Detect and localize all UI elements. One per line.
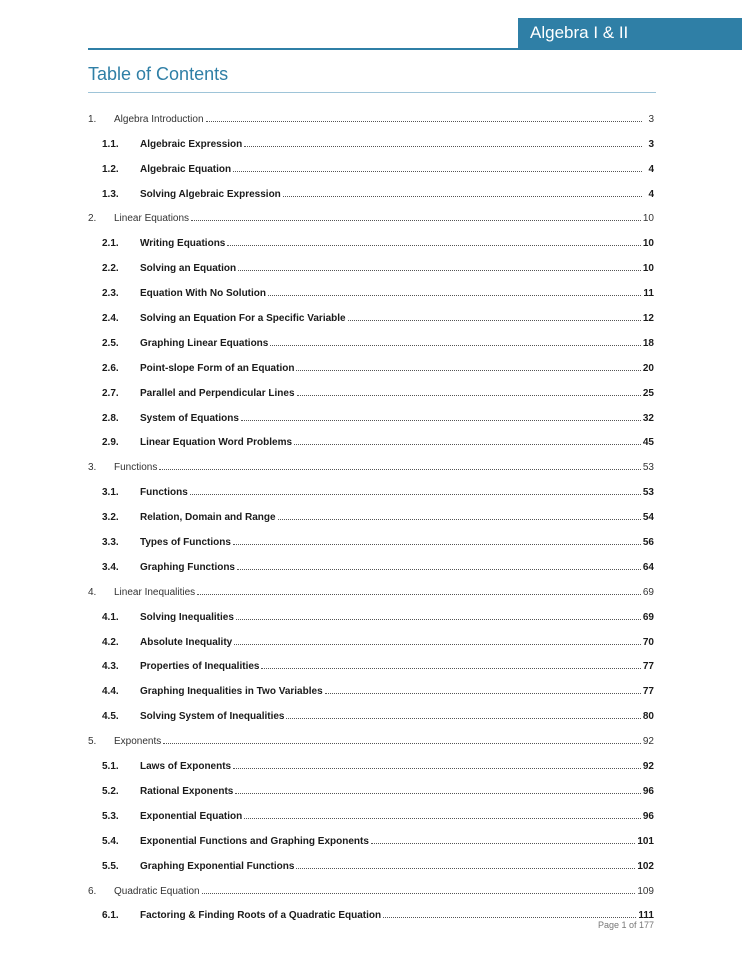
toc-entry-number: 2.1. — [102, 238, 119, 250]
toc-dot-leader — [191, 220, 641, 221]
toc-entry-page: 102 — [637, 860, 654, 872]
toc-entry-number: 2. — [88, 213, 97, 225]
toc-entry-page: 11 — [643, 288, 654, 300]
toc-section-entry[interactable] — [88, 374, 654, 399]
toc-dot-leader — [163, 743, 641, 744]
toc-entry-number: 3.4. — [102, 561, 119, 573]
toc-section-entry[interactable] — [88, 523, 654, 548]
toc-entry-number: 6. — [88, 885, 97, 897]
toc-entry-page: 53 — [642, 487, 654, 499]
toc-entry-page: 92 — [642, 761, 654, 773]
toc-entry-page: 111 — [638, 910, 654, 922]
toc-entry-page: 45 — [642, 437, 654, 449]
toc-section-entry[interactable] — [88, 598, 654, 623]
toc-section-entry[interactable] — [88, 847, 654, 872]
toc-entry-number: 1.3. — [102, 188, 119, 200]
toc-section-entry[interactable] — [88, 274, 654, 299]
toc-entry-title: Linear Equation Word Problems — [140, 437, 293, 449]
toc-entry-title: Exponents — [114, 736, 162, 748]
toc-entry-number: 2.2. — [102, 263, 119, 275]
toc-entry-number: 2.7. — [102, 387, 119, 399]
toc-entry-number: 1. — [88, 113, 97, 125]
toc-entry-number: 5.5. — [102, 860, 119, 872]
toc-dot-leader — [286, 718, 640, 719]
toc-entry-number: 5.4. — [102, 835, 119, 847]
toc-entry-page: 53 — [642, 462, 654, 474]
toc-section-entry[interactable] — [88, 897, 654, 922]
toc-dot-leader — [235, 793, 641, 794]
toc-dot-leader — [348, 320, 641, 321]
toc-entry-title: Solving an Equation For a Specific Variable — [140, 313, 346, 325]
toc-entry-number: 6.1. — [102, 910, 119, 922]
toc-entry-page: 10 — [642, 238, 654, 250]
toc-entry-title: Graphing Inequalities in Two Variables — [140, 686, 323, 698]
header-rule — [88, 48, 742, 50]
toc-section-entry[interactable] — [88, 249, 654, 274]
toc-entry-title: System of Equations — [140, 412, 239, 424]
toc-chapter-entry[interactable] — [88, 100, 654, 125]
toc-entry-title: Solving Algebraic Expression — [140, 188, 281, 200]
toc-entry-title: Algebraic Equation — [140, 163, 232, 175]
toc-entry-page: 80 — [642, 711, 654, 723]
toc-entry-page: 101 — [637, 835, 654, 847]
toc-entry-title: Solving System of Inequalities — [140, 711, 285, 723]
toc-entry-page: 4 — [648, 188, 654, 200]
toc-entry-number: 3. — [88, 462, 97, 474]
toc-entry-number: 3.3. — [102, 537, 119, 549]
toc-entry-title: Algebraic Expression — [140, 138, 243, 150]
toc-entry-number: 1.1. — [102, 138, 119, 150]
toc-section-entry[interactable] — [88, 224, 654, 249]
toc-chapter-entry[interactable] — [88, 448, 654, 473]
toc-dot-leader — [383, 917, 636, 918]
toc-entry-title: Parallel and Perpendicular Lines — [140, 387, 295, 399]
toc-section-entry[interactable] — [88, 125, 654, 150]
toc-entry-page: 32 — [642, 412, 654, 424]
toc-entry-number: 4.5. — [102, 711, 119, 723]
toc-dot-leader — [270, 345, 641, 346]
toc-entry-page: 18 — [642, 337, 654, 349]
toc-entry-number: 1.2. — [102, 163, 119, 175]
toc-entry-page: 54 — [642, 512, 654, 524]
toc-entry-page: 10 — [642, 213, 654, 225]
toc-section-entry[interactable] — [88, 299, 654, 324]
toc-dot-leader — [233, 171, 642, 172]
toc-dot-leader — [283, 196, 642, 197]
toc-entry-title: Functions — [114, 462, 158, 474]
toc-entry-page: 3 — [648, 113, 654, 125]
toc-dot-leader — [278, 519, 641, 520]
toc-dot-leader — [261, 668, 640, 669]
toc-dot-leader — [227, 245, 641, 246]
toc-entry-page: 3 — [648, 138, 654, 150]
toc-dot-leader — [296, 370, 640, 371]
toc-entry-number: 2.9. — [102, 437, 119, 449]
toc-section-entry[interactable] — [88, 648, 654, 673]
toc-entry-page: 70 — [642, 636, 654, 648]
table-of-contents — [88, 100, 654, 921]
toc-entry-title: Absolute Inequality — [140, 636, 233, 648]
toc-dot-leader — [371, 843, 635, 844]
toc-entry-page: 12 — [642, 313, 654, 325]
toc-section-entry[interactable] — [88, 548, 654, 573]
toc-entry-title: Equation With No Solution — [140, 288, 266, 300]
toc-entry-title: Types of Functions — [140, 537, 231, 549]
toc-entry-page: 77 — [642, 661, 654, 673]
toc-section-entry[interactable] — [88, 747, 654, 772]
toc-chapter-entry[interactable] — [88, 573, 654, 598]
toc-dot-leader — [206, 121, 642, 122]
toc-entry-page: 10 — [642, 263, 654, 275]
toc-entry-number: 2.8. — [102, 412, 119, 424]
toc-entry-title: Graphing Functions — [140, 561, 235, 573]
toc-chapter-entry[interactable] — [88, 722, 654, 747]
toc-entry-title: Linear Equations — [114, 213, 190, 225]
toc-section-entry[interactable] — [88, 623, 654, 648]
toc-entry-title: Solving Inequalities — [140, 611, 234, 623]
toc-dot-leader — [244, 146, 642, 147]
toc-section-entry[interactable] — [88, 672, 654, 697]
toc-section-entry[interactable] — [88, 772, 654, 797]
toc-section-entry[interactable] — [88, 822, 654, 847]
toc-entry-number: 2.3. — [102, 288, 119, 300]
toc-entry-title: Solving an Equation — [140, 263, 237, 275]
toc-dot-leader — [296, 868, 635, 869]
toc-entry-number: 5.1. — [102, 761, 119, 773]
toc-entry-page: 96 — [642, 785, 654, 797]
toc-entry-number: 4.3. — [102, 661, 119, 673]
toc-entry-title: Laws of Exponents — [140, 761, 232, 773]
toc-dot-leader — [241, 420, 641, 421]
toc-entry-title: Quadratic Equation — [114, 885, 200, 897]
toc-entry-title: Exponential Equation — [140, 810, 243, 822]
toc-entry-number: 2.4. — [102, 313, 119, 325]
toc-entry-number: 3.1. — [102, 487, 119, 499]
toc-section-entry[interactable] — [88, 697, 654, 722]
toc-entry-number: 4.2. — [102, 636, 119, 648]
toc-dot-leader — [202, 893, 636, 894]
toc-entry-title: Algebra Introduction — [114, 113, 204, 125]
toc-entry-number: 3.2. — [102, 512, 119, 524]
toc-dot-leader — [233, 768, 641, 769]
toc-section-entry[interactable] — [88, 424, 654, 449]
toc-entry-page: 25 — [642, 387, 654, 399]
toc-section-entry[interactable] — [88, 399, 654, 424]
toc-entry-number: 4. — [88, 586, 97, 598]
toc-title: Table of Contents — [88, 64, 229, 84]
toc-entry-title: Functions — [140, 487, 188, 499]
toc-section-entry[interactable] — [88, 349, 654, 374]
toc-section-entry[interactable] — [88, 797, 654, 822]
toc-section-entry[interactable] — [88, 473, 654, 498]
toc-entry-page: 69 — [642, 611, 654, 623]
toc-entry-number: 4.4. — [102, 686, 119, 698]
toc-entry-page: 56 — [642, 537, 654, 549]
toc-dot-leader — [234, 644, 641, 645]
toc-entry-number: 5. — [88, 736, 97, 748]
toc-section-entry[interactable] — [88, 175, 654, 200]
toc-section-entry[interactable] — [88, 498, 654, 523]
toc-entry-title: Relation, Domain and Range — [140, 512, 276, 524]
toc-dot-leader — [268, 295, 641, 296]
toc-dot-leader — [297, 395, 641, 396]
toc-entry-number: 4.1. — [102, 611, 119, 623]
page-number: Page 1 of 177 — [597, 920, 654, 930]
document-header-title: Algebra I & II — [518, 18, 742, 48]
toc-title-rule — [88, 92, 656, 93]
toc-dot-leader — [159, 469, 641, 470]
toc-dot-leader — [197, 594, 641, 595]
toc-dot-leader — [233, 544, 641, 545]
toc-entry-page: 69 — [642, 586, 654, 598]
toc-dot-leader — [325, 693, 641, 694]
toc-entry-number: 5.3. — [102, 810, 119, 822]
toc-entry-title: Point-slope Form of an Equation — [140, 362, 295, 374]
toc-entry-page: 77 — [642, 686, 654, 698]
toc-entry-page: 96 — [642, 810, 654, 822]
toc-dot-leader — [244, 818, 641, 819]
toc-dot-leader — [294, 444, 641, 445]
toc-entry-title: Graphing Linear Equations — [140, 337, 269, 349]
toc-entry-number: 2.6. — [102, 362, 119, 374]
toc-entry-title: Graphing Exponential Functions — [140, 860, 295, 872]
toc-entry-number: 5.2. — [102, 785, 119, 797]
toc-section-entry[interactable] — [88, 150, 654, 175]
toc-dot-leader — [238, 270, 641, 271]
toc-section-entry[interactable] — [88, 324, 654, 349]
toc-entry-page: 64 — [642, 561, 654, 573]
toc-entry-number: 2.5. — [102, 337, 119, 349]
toc-dot-leader — [237, 569, 641, 570]
toc-dot-leader — [190, 494, 641, 495]
toc-entry-title: Rational Exponents — [140, 785, 234, 797]
toc-entry-title: Linear Inequalities — [114, 586, 196, 598]
toc-dot-leader — [236, 619, 641, 620]
toc-chapter-entry[interactable] — [88, 200, 654, 225]
toc-chapter-entry[interactable] — [88, 872, 654, 897]
toc-entry-title: Factoring & Finding Roots of a Quadratic Equation — [140, 910, 382, 922]
toc-entry-title: Exponential Functions and Graphing Exponents — [140, 835, 369, 847]
toc-entry-page: 4 — [648, 163, 654, 175]
toc-entry-page: 92 — [642, 736, 654, 748]
toc-entry-title: Writing Equations — [140, 238, 226, 250]
toc-entry-page: 109 — [637, 885, 654, 897]
toc-entry-page: 20 — [642, 362, 654, 374]
toc-entry-title: Properties of Inequalities — [140, 661, 260, 673]
